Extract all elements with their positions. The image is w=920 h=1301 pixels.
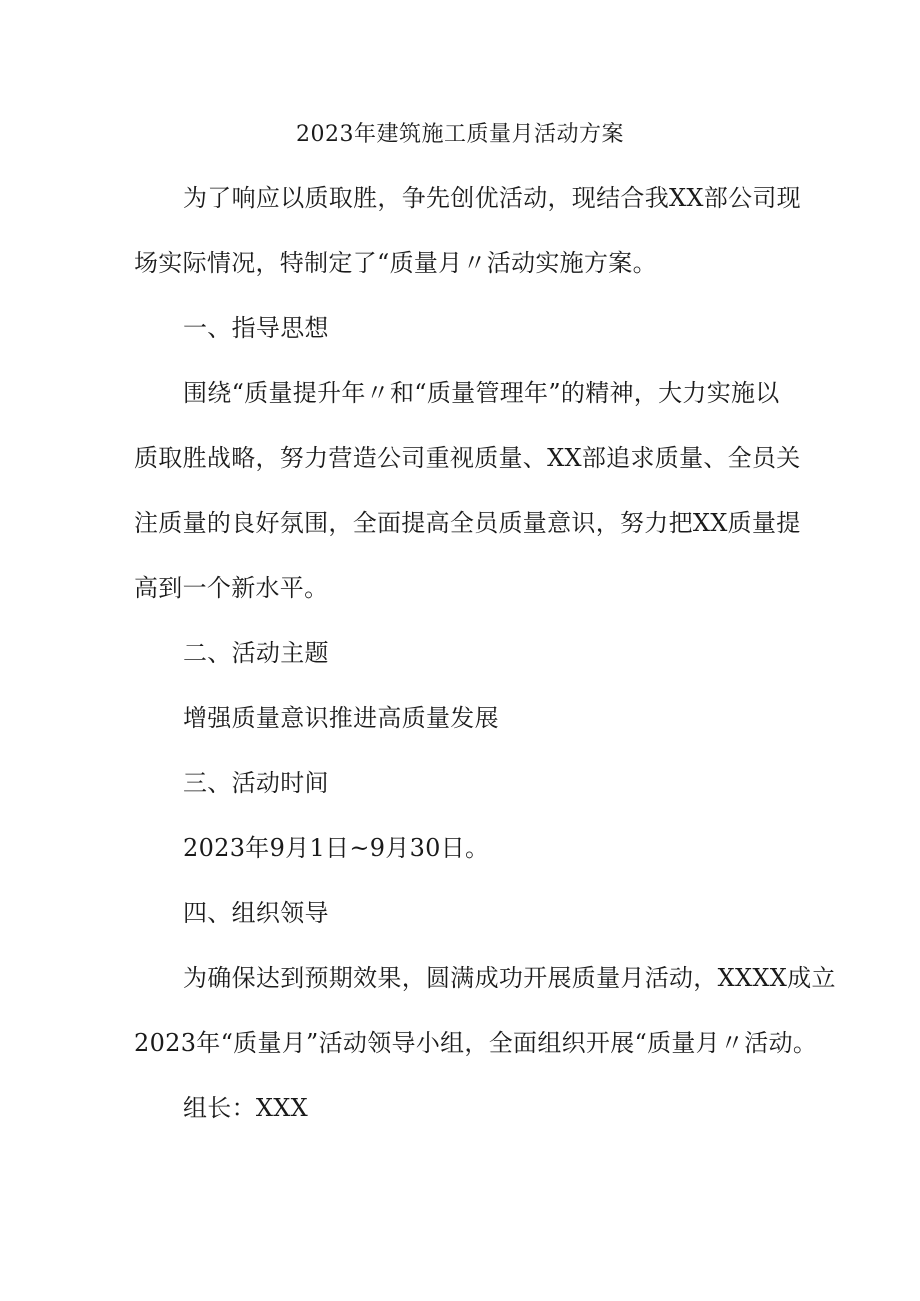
group-leader-line: 组长：XXX [183,1094,309,1122]
activity-theme-text: 增强质量意识推进高质量发展 [183,704,499,732]
organization-paragraph-line-2: 2023年“质量月”活动领导小组，全面组织开展“质量月〃活动。 [134,1029,818,1057]
activity-time-text: 2023年9月1日~9月30日。 [183,834,490,862]
section-heading-guiding-ideology: 一、指导思想 [183,314,329,342]
section-heading-activity-time: 三、活动时间 [183,769,329,797]
guiding-paragraph-line-3: 注质量的良好氛围，全面提高全员质量意识，努力把XX质量提 [134,509,801,537]
intro-line-2: 场实际情况，特制定了“质量月〃活动实施方案。 [134,249,657,277]
organization-paragraph-line-1: 为确保达到预期效果，圆满成功开展质量月活动，XXXX成立 [183,964,836,992]
section-heading-activity-theme: 二、活动主题 [183,639,329,667]
guiding-paragraph-line-4: 高到一个新水平。 [134,574,329,602]
intro-line-1: 为了响应以质取胜，争先创优活动，现结合我XX部公司现 [183,184,801,212]
guiding-paragraph-line-1: 围绕“质量提升年〃和“质量管理年”的精神，大力实施以 [183,379,780,407]
document-title: 2023年建筑施工质量月活动方案 [296,122,624,147]
section-heading-organization: 四、组织领导 [183,899,329,927]
guiding-paragraph-line-2: 质取胜战略，努力营造公司重视质量、XX部追求质量、全员关 [134,444,801,472]
